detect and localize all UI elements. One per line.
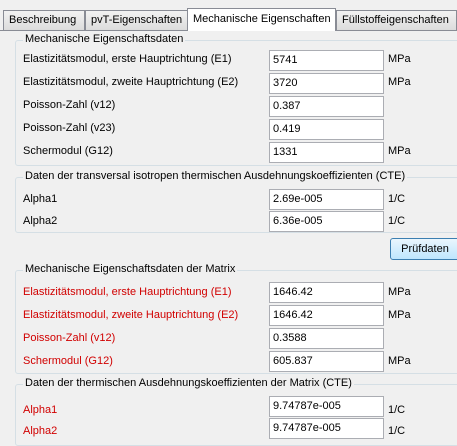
v23-label: Poisson-Zahl (v23) [23, 122, 116, 134]
group-title: Mechanische Eigenschaftsdaten [25, 33, 184, 45]
matrix-g12-label: Schermodul (G12) [23, 355, 113, 367]
matrix-v12-field[interactable]: 0.3588 [269, 328, 384, 349]
alpha2-field[interactable]: 6.36e-005 [269, 211, 384, 232]
alpha2-unit: 1/C [388, 215, 406, 227]
matrix-alpha2-unit: 1/C [388, 425, 406, 437]
v12-field[interactable]: 0.387 [269, 96, 384, 117]
matrix-e2-label: Elastizitätsmodul, zweite Hauptrichtung (E2) [23, 309, 239, 321]
group-title: Mechanische Eigenschaftsdaten der Matrix [25, 263, 236, 275]
alpha1-field[interactable]: 2.69e-005 [269, 189, 384, 210]
matrix-alpha1-field[interactable]: 9.74787e-005 [269, 396, 384, 417]
matrix-g12-field[interactable]: 605.837 [269, 351, 384, 372]
alpha1-unit: 1/C [388, 193, 406, 205]
matrix-alpha1-unit: 1/C [388, 404, 406, 416]
matrix-alpha2-field[interactable]: 9.74787e-005 [269, 418, 384, 439]
e1-label: Elastizitätsmodul, erste Hauptrichtung (E1) [23, 53, 232, 65]
matrix-e2-unit: MPa [388, 309, 411, 321]
matrix-e1-label: Elastizitätsmodul, erste Hauptrichtung (E1) [23, 286, 232, 298]
e2-field[interactable]: 3720 [269, 73, 384, 94]
v23-field[interactable]: 0.419 [269, 119, 384, 140]
tab-pvt-eigenschaften[interactable]: pvT-Eigenschaften [85, 10, 188, 30]
e2-label: Elastizitätsmodul, zweite Hauptrichtung (E2) [23, 76, 239, 88]
g12-unit: MPa [388, 145, 411, 157]
matrix-g12-unit: MPa [388, 355, 411, 367]
matrix-alpha1-label: Alpha1 [23, 404, 58, 416]
e1-unit: MPa [388, 53, 411, 65]
tab-mechanische-eigenschaften[interactable]: Mechanische Eigenschaften [187, 8, 336, 31]
e2-unit: MPa [388, 76, 411, 88]
g12-field[interactable]: 1331 [269, 142, 384, 163]
matrix-e1-field[interactable]: 1646.42 [269, 282, 384, 303]
alpha1-label: Alpha1 [23, 193, 58, 205]
group-title: Daten der transversal isotropen thermischen Ausdehnungskoeffizienten (CTE) [25, 170, 406, 182]
alpha2-label: Alpha2 [23, 215, 58, 227]
tab-strip [0, 0, 457, 30]
tab-fuellstoffeigenschaften[interactable]: Füllstoffeigenschaften [336, 10, 457, 30]
tab-beschreibung[interactable]: Beschreibung [3, 10, 85, 30]
v12-label: Poisson-Zahl (v12) [23, 99, 116, 111]
matrix-alpha2-label: Alpha2 [23, 425, 58, 437]
pruefdaten-button[interactable]: Prüfdaten [390, 238, 457, 260]
matrix-e1-unit: MPa [388, 286, 411, 298]
matrix-e2-field[interactable]: 1646.42 [269, 305, 384, 326]
e1-field[interactable]: 5741 [269, 50, 384, 71]
group-title: Daten der thermischen Ausdehnungskoeffizienten der Matrix (CTE) [25, 377, 352, 389]
g12-label: Schermodul (G12) [23, 145, 113, 157]
matrix-v12-label: Poisson-Zahl (v12) [23, 332, 116, 344]
